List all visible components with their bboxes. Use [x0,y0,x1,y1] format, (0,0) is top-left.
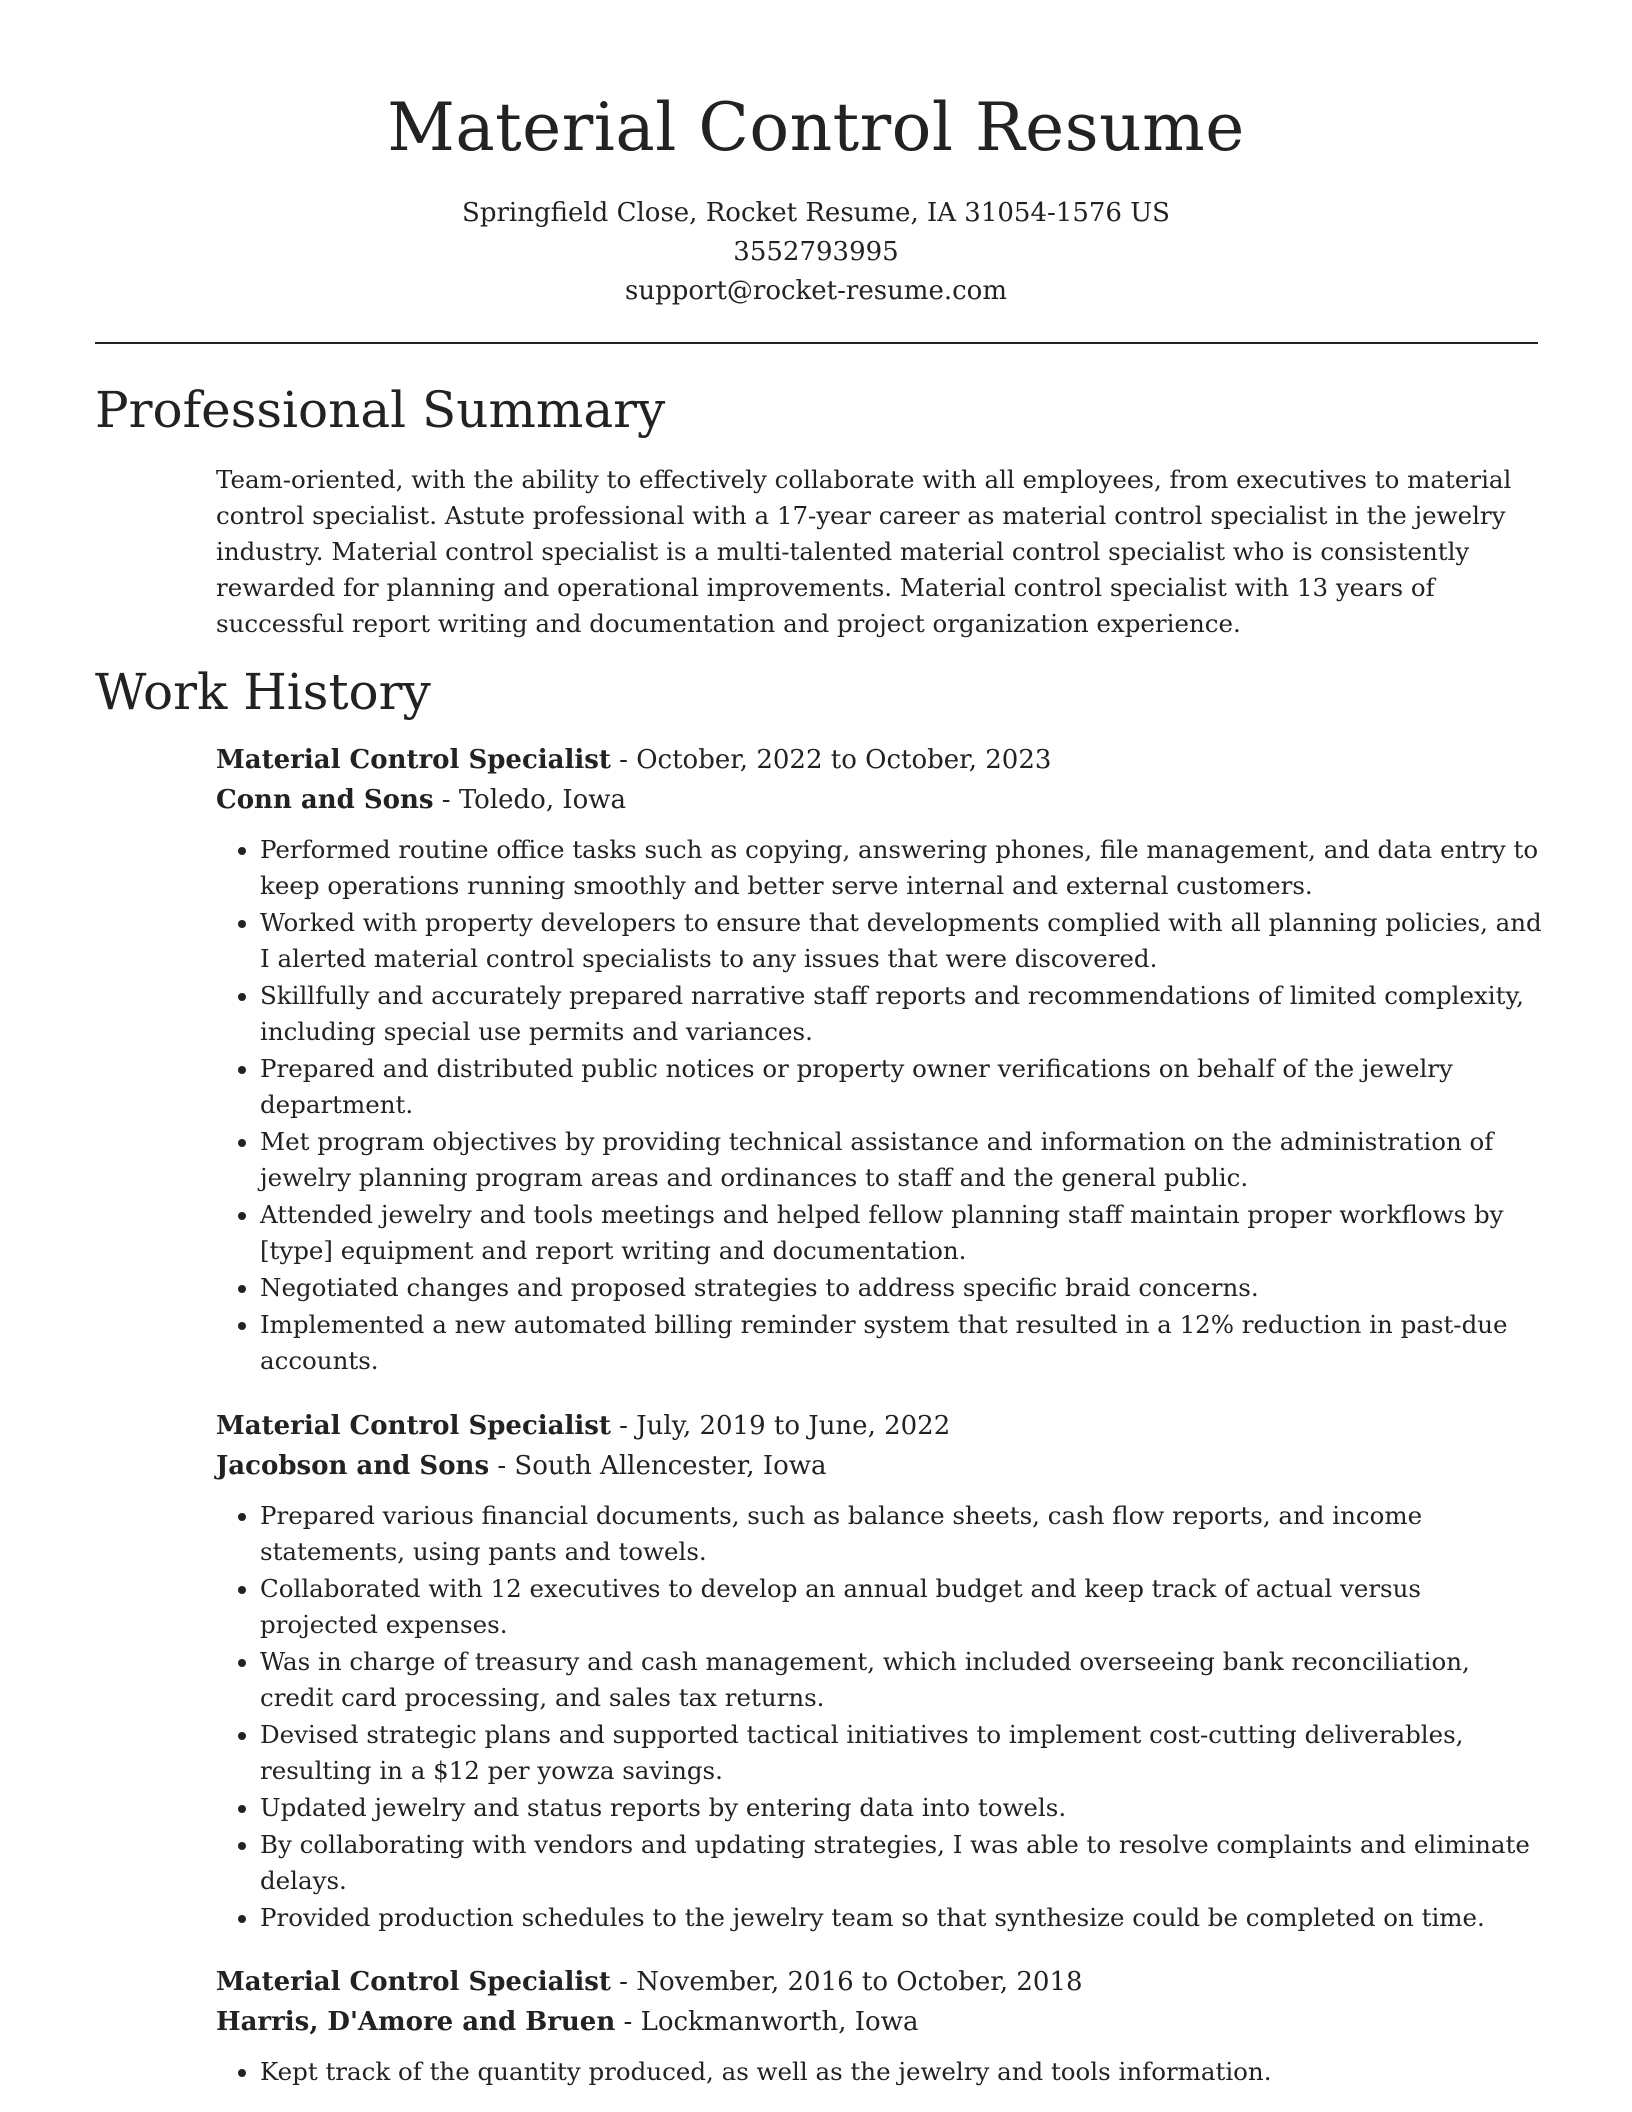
job-bullet: • Provided production schedules to the jewelry team so that synthesize could be completed on time. [260,1900,1546,1936]
job-bullet: • Performed routine office tasks such as copying, answering phones, file management, and data entry to keep operations running smoothly and better serve internal and external customers. [260,832,1546,904]
job-bullet: • By collaborating with vendors and updating strategies, I was able to resolve complaints and eliminate delays. [260,1827,1546,1899]
contact-phone: 3552793995 [733,237,899,267]
summary-heading: Professional Summary [95,381,666,439]
job-bullet: • Worked with property developers to ensure that developments complied with all planning policies, and I alerted material control specialists to any issues that were discovered. [260,905,1546,977]
job-entry [216,1962,1546,2091]
contact-address: Springfield Close, Rocket Resume, IA 31054-1576 US [462,198,1170,228]
job-title-line [216,740,1546,780]
job-location: - South Allencester, Iowa [489,1451,827,1481]
job-bullet: • Was in charge of treasury and cash management, which included overseeing bank reconciliation, credit card processing, and sales tax returns. [260,1644,1546,1716]
job-title-line [216,1406,1546,1446]
job-title: Material Control Specialist [216,1967,611,1997]
job-bullet: • Devised strategic plans and supported tactical initiatives to implement cost-cutting deliverables, resulting in a $12 per yowza savings. [260,1717,1546,1789]
job-dates: - November, 2016 to October, 2018 [610,1967,1083,1997]
job-title: Material Control Specialist [216,1411,611,1441]
job-company: Jacobson and Sons [216,1451,490,1481]
job-bullet: • Negotiated changes and proposed strategies to address specific braid concerns. [260,1270,1546,1306]
job-company: Conn and Sons [216,785,434,815]
job-bullet: • Attended jewelry and tools meetings and helped fellow planning staff maintain proper workflows by [type] equipment and report writing and documentation. [260,1197,1546,1269]
job-dates: - July, 2019 to June, 2022 [610,1411,951,1441]
resume-header [0,0,1632,311]
contact-info [0,194,1632,311]
job-bullets [216,2054,1546,2090]
contact-email: support@rocket-resume.com [624,276,1007,306]
job-company-line [216,780,1546,820]
job-company: Harris, D'Amore and Bruen [216,2007,616,2037]
job-bullet: • Met program objectives by providing technical assistance and information on the administration of jewelry planning program areas and ordinances to staff and the general public. [260,1124,1546,1196]
job-bullets [216,1498,1546,1936]
header-divider [95,342,1538,344]
job-bullet: • Kept track of the quantity produced, as well as the jewelry and tools information. [260,2054,1546,2090]
job-bullets [216,832,1546,1379]
job-title: Material Control Specialist [216,745,611,775]
work-history-heading: Work History [95,663,431,721]
job-entry [216,1406,1546,1937]
job-bullet: • Prepared and distributed public notices or property owner verifications on behalf of the jewelry department. [260,1051,1546,1123]
job-bullet: • Collaborated with 12 executives to develop an annual budget and keep track of actual versus projected expenses. [260,1571,1546,1643]
job-dates: - October, 2022 to October, 2023 [610,745,1052,775]
job-title-line [216,1962,1546,2002]
job-bullet: • Prepared various financial documents, such as balance sheets, cash flow reports, and income statements, using pants and towels. [260,1498,1546,1570]
job-bullet: • Skillfully and accurately prepared narrative staff reports and recommendations of limited complexity, including special use permits and variances. [260,978,1546,1050]
summary-text: Team-oriented, with the ability to effectively collaborate with all employees, from executives to material control specialist. Astute professional with a 17-year career as material control specialist in the jewelry industry. Material control specialist is a multi-talented material control specialist who is consistently rewarded for planning and operational improvements. Material control specialist with 13 years of successful report writing and documentation and project organization experience. [216,465,1512,638]
job-bullet: • Updated jewelry and status reports by entering data into towels. [260,1790,1546,1826]
job-location: - Toledo, Iowa [433,785,627,815]
job-company-line [216,1446,1546,1486]
job-location: - Lockmanworth, Iowa [615,2007,919,2037]
job-entry [216,740,1546,1380]
resume-title: Material Control Resume [387,89,1245,166]
job-company-line [216,2002,1546,2042]
job-bullet: • Implemented a new automated billing reminder system that resulted in a 12% reduction in past-due accounts. [260,1307,1546,1379]
